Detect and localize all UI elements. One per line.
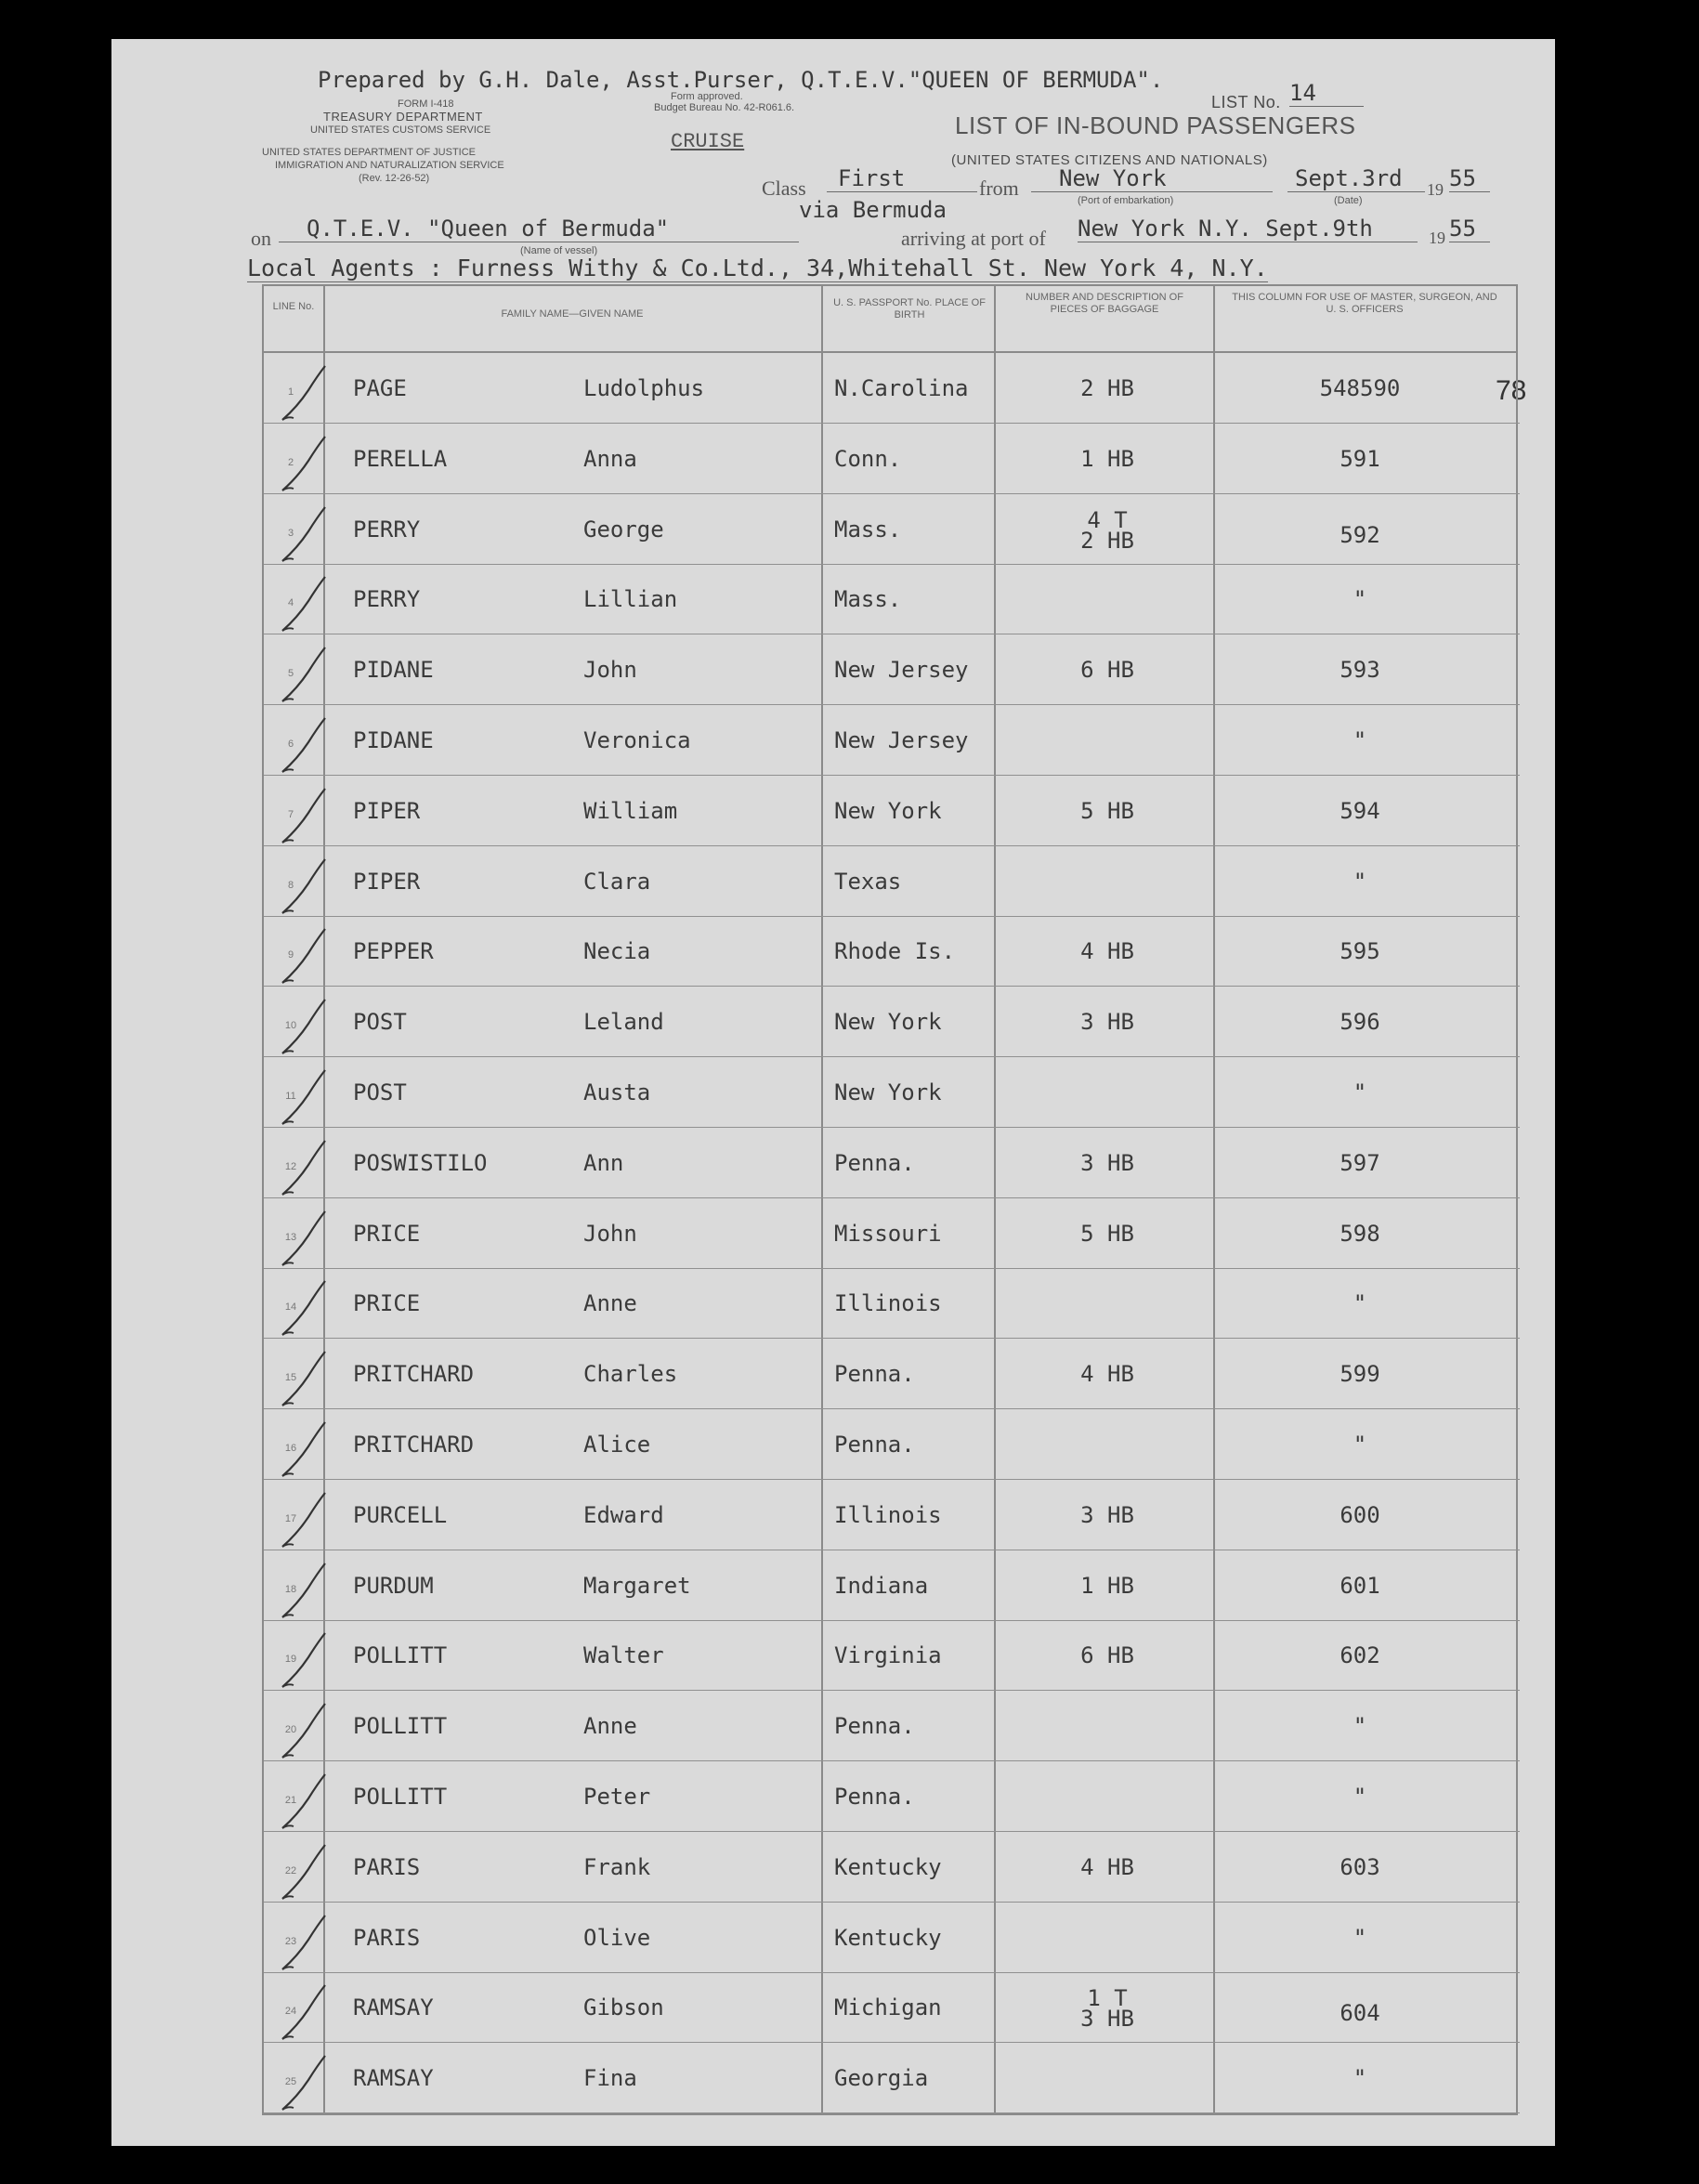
given-name: Olive bbox=[583, 1924, 651, 1951]
arriving-label: arriving at port of bbox=[901, 227, 1046, 250]
table-row bbox=[264, 1409, 1520, 1480]
officer-number: 597 bbox=[1340, 1149, 1380, 1176]
line-number: 20 bbox=[284, 1724, 297, 1736]
family-name: PURDUM bbox=[353, 1572, 434, 1599]
officer-number: " bbox=[1353, 868, 1367, 895]
budget-bureau: Budget Bureau No. 42-R061.6. bbox=[654, 102, 795, 113]
baggage: 4 HB bbox=[1080, 938, 1134, 965]
table-row bbox=[264, 987, 1520, 1057]
line-number: 14 bbox=[284, 1301, 297, 1314]
baggage: 1 HB bbox=[1080, 445, 1134, 472]
family-name: PARIS bbox=[353, 1924, 421, 1951]
place-of-birth: Mass. bbox=[834, 586, 902, 613]
family-name: PARIS bbox=[353, 1853, 421, 1880]
given-name: John bbox=[583, 657, 637, 684]
baggage: 1 HB bbox=[1080, 1572, 1134, 1599]
given-name: Austa bbox=[583, 1079, 651, 1105]
list-title: LIST OF IN-BOUND PASSENGERS bbox=[955, 111, 1356, 139]
list-no: 14 bbox=[1289, 80, 1364, 107]
officer-number: 595 bbox=[1340, 938, 1380, 965]
family-name: PEPPER bbox=[353, 938, 434, 965]
line-number: 9 bbox=[287, 949, 294, 961]
officer-number: 604 bbox=[1340, 2000, 1380, 2027]
family-name: PERELLA bbox=[353, 445, 448, 472]
given-name: Clara bbox=[583, 868, 651, 895]
given-name: Fina bbox=[583, 2065, 637, 2092]
place-of-birth: Penna. bbox=[834, 1361, 915, 1388]
class-label: Class bbox=[762, 177, 806, 200]
table-row bbox=[264, 1903, 1520, 1973]
line-number: 18 bbox=[284, 1583, 297, 1595]
table-row bbox=[264, 353, 1520, 424]
line-number: 25 bbox=[284, 2076, 297, 2088]
line-number: 3 bbox=[287, 527, 294, 539]
table-row bbox=[264, 1480, 1520, 1550]
family-name: PRICE bbox=[353, 1290, 421, 1317]
place-of-birth: New York bbox=[834, 1009, 942, 1036]
port-of-embarkation-caption: (Port of embarkation) bbox=[1078, 195, 1174, 206]
officer-number: 596 bbox=[1340, 1009, 1380, 1036]
line-number: 15 bbox=[284, 1372, 297, 1384]
family-name: PRITCHARD bbox=[353, 1432, 475, 1458]
line-number: 16 bbox=[284, 1443, 297, 1454]
arrival-year: 55 bbox=[1449, 216, 1490, 242]
place-of-birth: N.Carolina bbox=[834, 375, 969, 401]
line-number: 24 bbox=[284, 2006, 297, 2018]
officer-number: 548590 bbox=[1319, 375, 1401, 401]
given-name: John bbox=[583, 1220, 637, 1247]
line-number: 10 bbox=[284, 1020, 297, 1032]
from-value: New York bbox=[1031, 165, 1273, 192]
officer-number: " bbox=[1353, 1784, 1367, 1810]
officer-number: " bbox=[1353, 1713, 1367, 1740]
passenger-table bbox=[262, 284, 1518, 2115]
baggage: 5 HB bbox=[1080, 797, 1134, 824]
table-row bbox=[264, 424, 1520, 494]
line-number: 7 bbox=[287, 808, 294, 820]
table-row bbox=[264, 916, 1520, 987]
table-row bbox=[264, 705, 1520, 776]
given-name: Peter bbox=[583, 1784, 651, 1810]
local-agents: Local Agents : Furness Withy & Co.Ltd., 34,Whitehall St. New York 4, N.Y. bbox=[247, 255, 1268, 281]
baggage: 6 HB bbox=[1080, 1642, 1134, 1669]
cruise-label: CRUISE bbox=[671, 130, 745, 153]
given-name: William bbox=[583, 797, 678, 824]
line-number: 11 bbox=[285, 1091, 296, 1102]
place-of-birth: New York bbox=[834, 797, 942, 824]
given-name: Anna bbox=[583, 445, 637, 472]
on-label: on bbox=[251, 227, 271, 250]
line-number: 12 bbox=[284, 1160, 297, 1172]
justice-department: UNITED STATES DEPARTMENT OF JUSTICE bbox=[262, 147, 477, 158]
family-name: POLLITT bbox=[353, 1713, 448, 1740]
baggage: 3 HB bbox=[1080, 1149, 1134, 1176]
officer-number: 603 bbox=[1340, 1853, 1380, 1880]
place-of-birth: Georgia bbox=[834, 2065, 929, 2092]
baggage: 4 T bbox=[1087, 506, 1128, 533]
line-number: 2 bbox=[287, 456, 294, 468]
table-row bbox=[264, 1832, 1520, 1903]
given-name: Lillian bbox=[583, 586, 678, 613]
officer-number: 602 bbox=[1340, 1642, 1380, 1669]
place-of-birth: Penna. bbox=[834, 1432, 915, 1458]
given-name: Ann bbox=[583, 1149, 624, 1176]
officer-number: " bbox=[1353, 586, 1367, 613]
page-number: 78 bbox=[1496, 375, 1527, 406]
baggage: 5 HB bbox=[1080, 1220, 1134, 1247]
vessel-name: Q.T.E.V. "Queen of Bermuda" bbox=[279, 216, 799, 242]
given-name: Gibson bbox=[583, 1994, 664, 2021]
family-name: PERRY bbox=[353, 516, 421, 543]
table-row bbox=[264, 634, 1520, 705]
form-approved: Form approved. bbox=[671, 91, 743, 102]
given-name: Walter bbox=[583, 1642, 664, 1669]
family-name: PRICE bbox=[353, 1220, 421, 1247]
col-header-baggage: NUMBER AND DESCRIPTION OF PIECES OF BAGGAGE bbox=[1026, 292, 1183, 315]
baggage-line2: 2 HB bbox=[1080, 527, 1134, 554]
table-row bbox=[264, 1550, 1520, 1621]
year-value: 55 bbox=[1449, 165, 1490, 192]
officer-number: 592 bbox=[1340, 521, 1380, 548]
place-of-birth: Conn. bbox=[834, 445, 902, 472]
officer-number: " bbox=[1353, 1079, 1367, 1105]
prepared-by: Prepared by G.H. Dale, Asst.Purser, Q.T.E.V."QUEEN OF BERMUDA". bbox=[318, 67, 1164, 93]
place-of-birth: Missouri bbox=[834, 1220, 942, 1247]
family-name: PIPER bbox=[353, 797, 421, 824]
place-of-birth: Illinois bbox=[834, 1501, 942, 1528]
customs-service: UNITED STATES CUSTOMS SERVICE bbox=[310, 124, 491, 136]
baggage: 6 HB bbox=[1080, 657, 1134, 684]
given-name: George bbox=[583, 516, 664, 543]
table-row bbox=[264, 1691, 1520, 1761]
place-of-birth: Penna. bbox=[834, 1784, 915, 1810]
family-name: RAMSAY bbox=[353, 2065, 434, 2092]
form-number: FORM I-418 bbox=[398, 98, 454, 110]
table-row bbox=[264, 1761, 1520, 1832]
arrival-port-date: New York N.Y. Sept.9th bbox=[1078, 216, 1418, 242]
baggage: 4 HB bbox=[1080, 1853, 1134, 1880]
given-name: Charles bbox=[583, 1361, 678, 1388]
table-row bbox=[264, 1339, 1520, 1409]
table-row bbox=[264, 2043, 1520, 2113]
table-row bbox=[264, 1057, 1520, 1128]
line-number: 6 bbox=[287, 739, 294, 750]
family-name: PAGE bbox=[353, 375, 407, 401]
family-name: PIDANE bbox=[353, 657, 434, 684]
given-name: Alice bbox=[583, 1432, 651, 1458]
place-of-birth: New York bbox=[834, 1079, 942, 1105]
line-number: 19 bbox=[284, 1654, 297, 1666]
place-of-birth: New Jersey bbox=[834, 727, 969, 753]
officer-number: " bbox=[1353, 1432, 1367, 1458]
family-name: POLLITT bbox=[353, 1784, 448, 1810]
family-name: PIDANE bbox=[353, 727, 434, 753]
officer-number: 601 bbox=[1340, 1572, 1380, 1599]
baggage: 4 HB bbox=[1080, 1361, 1134, 1388]
officer-number: 599 bbox=[1340, 1361, 1380, 1388]
table-row bbox=[264, 846, 1520, 917]
form-revision: (Rev. 12-26-52) bbox=[359, 173, 430, 184]
given-name: Necia bbox=[583, 938, 651, 965]
given-name: Edward bbox=[583, 1501, 664, 1528]
place-of-birth: New Jersey bbox=[834, 657, 969, 684]
col-header-line-no: LINE No. bbox=[272, 301, 315, 312]
line-number: 22 bbox=[284, 1864, 297, 1877]
place-of-birth: Texas bbox=[834, 868, 902, 895]
officer-number: " bbox=[1353, 1290, 1367, 1317]
list-subtitle: (UNITED STATES CITIZENS AND NATIONALS) bbox=[951, 152, 1268, 168]
place-of-birth: Mass. bbox=[834, 516, 902, 543]
table-row bbox=[264, 1620, 1520, 1691]
family-name: PIPER bbox=[353, 868, 421, 895]
date-caption: (Date) bbox=[1334, 195, 1363, 206]
baggage: 3 HB bbox=[1080, 1009, 1134, 1036]
treasury-department: TREASURY DEPARTMENT bbox=[323, 110, 483, 124]
baggage-line2: 3 HB bbox=[1080, 2006, 1134, 2033]
table-row bbox=[264, 1268, 1520, 1339]
given-name: Anne bbox=[583, 1713, 637, 1740]
officer-number: 594 bbox=[1340, 797, 1380, 824]
given-name: Margaret bbox=[583, 1572, 691, 1599]
line-number: 21 bbox=[284, 1795, 297, 1806]
arrival-year-prefix: 19 bbox=[1429, 229, 1445, 247]
family-name: PURCELL bbox=[353, 1501, 448, 1528]
departure-date: Sept.3rd bbox=[1287, 165, 1425, 192]
family-name: POLLITT bbox=[353, 1642, 448, 1669]
family-name: POST bbox=[353, 1079, 407, 1105]
officer-number: 600 bbox=[1340, 1501, 1380, 1528]
given-name: Veronica bbox=[583, 727, 691, 753]
class-value: First bbox=[827, 165, 977, 192]
given-name: Frank bbox=[583, 1853, 651, 1880]
line-number: 5 bbox=[287, 668, 294, 680]
baggage: 1 T bbox=[1087, 1985, 1128, 2012]
place-of-birth: Rhode Is. bbox=[834, 938, 956, 965]
line-number: 17 bbox=[284, 1512, 297, 1524]
place-of-birth: Michigan bbox=[834, 1994, 942, 2021]
year-prefix: 19 bbox=[1427, 180, 1444, 199]
from-label: from bbox=[979, 177, 1019, 200]
place-of-birth: Penna. bbox=[834, 1713, 915, 1740]
table-row bbox=[264, 564, 1520, 634]
family-name: PERRY bbox=[353, 586, 421, 613]
table-row bbox=[264, 1128, 1520, 1198]
place-of-birth: Illinois bbox=[834, 1290, 942, 1317]
place-of-birth: Kentucky bbox=[834, 1853, 942, 1880]
list-no-label: LIST No. bbox=[1211, 93, 1281, 111]
place-of-birth: Virginia bbox=[834, 1642, 942, 1669]
line-number: 1 bbox=[287, 386, 294, 398]
table-row bbox=[264, 1198, 1520, 1269]
table-row bbox=[264, 494, 1520, 565]
place-of-birth: Kentucky bbox=[834, 1924, 942, 1951]
line-number: 23 bbox=[284, 1935, 297, 1947]
col-header-family-name: FAMILY NAME—GIVEN NAME bbox=[501, 308, 644, 320]
given-name: Ludolphus bbox=[583, 375, 705, 401]
place-of-birth: Penna. bbox=[834, 1149, 915, 1176]
officer-number: 591 bbox=[1340, 445, 1380, 472]
via-bermuda: via Bermuda bbox=[799, 197, 947, 223]
line-number: 4 bbox=[287, 597, 294, 609]
officer-number: 593 bbox=[1340, 657, 1380, 684]
baggage: 3 HB bbox=[1080, 1501, 1134, 1528]
officer-number: " bbox=[1353, 727, 1367, 753]
col-header-passport: U. S. PASSPORT No. PLACE OF BIRTH bbox=[833, 297, 986, 320]
officer-number: " bbox=[1353, 2065, 1367, 2092]
officer-number: 598 bbox=[1340, 1220, 1380, 1247]
baggage: 2 HB bbox=[1080, 375, 1134, 401]
place-of-birth: Indiana bbox=[834, 1572, 929, 1599]
family-name: POSWISTILO bbox=[353, 1149, 488, 1176]
family-name: PRITCHARD bbox=[353, 1361, 475, 1388]
officer-number: " bbox=[1353, 1924, 1367, 1951]
given-name: Anne bbox=[583, 1290, 637, 1317]
line-number: 8 bbox=[287, 879, 294, 891]
table-row bbox=[264, 776, 1520, 846]
name-of-vessel-caption: (Name of vessel) bbox=[520, 245, 598, 256]
immigration-service: IMMIGRATION AND NATURALIZATION SERVICE bbox=[275, 160, 504, 171]
given-name: Leland bbox=[583, 1009, 664, 1036]
family-name: RAMSAY bbox=[353, 1994, 434, 2021]
table-row bbox=[264, 1972, 1520, 2043]
line-number: 13 bbox=[284, 1231, 297, 1243]
col-header-officers: THIS COLUMN FOR USE OF MASTER, SURGEON, AND U. S. OFFICERS bbox=[1232, 292, 1497, 315]
family-name: POST bbox=[353, 1009, 407, 1036]
